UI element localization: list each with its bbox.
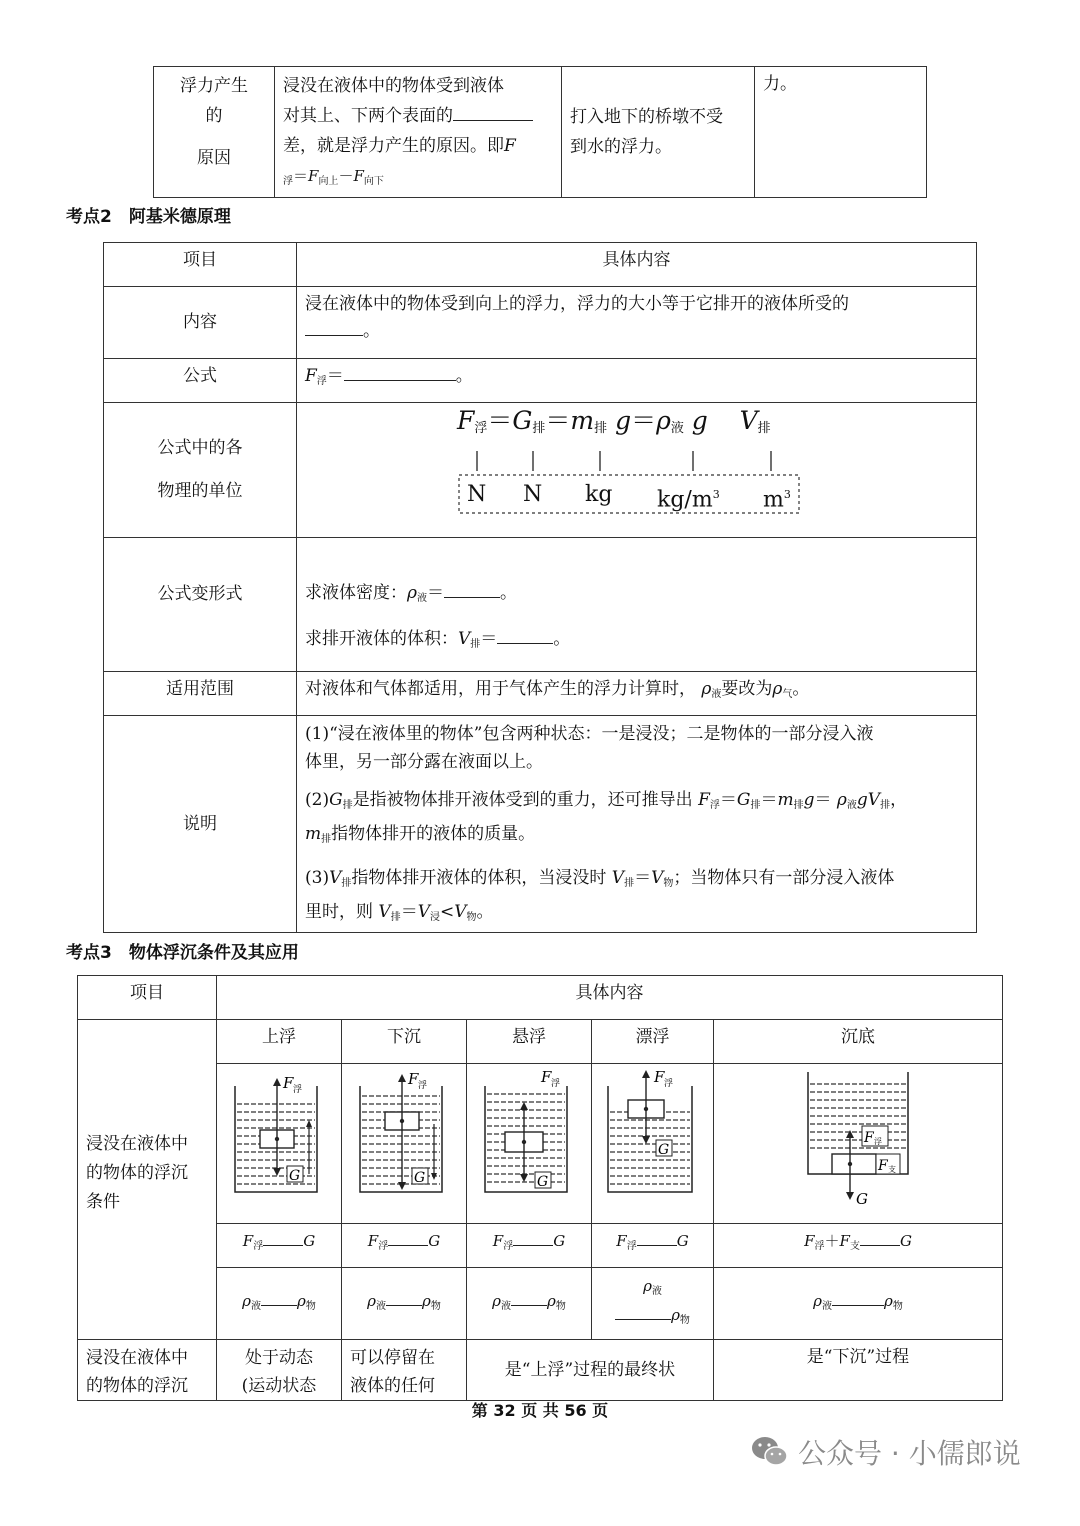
buoyancy-cause-table [153,66,927,198]
row-content-label: 内容 [104,287,297,359]
units-formula: $F_浮=G_排=m_排$ $g=\rho_液$ g $V_排$ [457,406,771,436]
cause-label: 浮力产生 的 原因 [154,67,275,198]
diagram-suspend [467,1064,592,1224]
row-content-text: 浸在液体中的物体受到向上的浮力，浮力的大小等于它排开的液体所受的 。 [297,287,977,359]
state-sink: 下沉 [342,1020,467,1064]
density-bottom: $\rho_液$ $\rho_物$ [714,1268,1003,1340]
col-item-header: 项目 [78,976,217,1020]
state-rise: 上浮 [217,1020,342,1064]
diagram-sink [342,1064,467,1224]
rise-diagram [225,1064,333,1214]
unit-n-1: N [467,482,487,507]
col-content-header: 具体内容 [297,243,977,287]
row-scope-label: 适用范围 [104,672,297,716]
unit-n-2: N [523,482,543,507]
wechat-icon [750,1434,790,1470]
diagram-rise [217,1064,342,1224]
col-item-header: 项目 [104,243,297,287]
svg-text:G: G [537,1174,549,1190]
watermark-text: 公众号 · 小儒郎说 [798,1437,1021,1470]
svg-text:F: F [408,1070,419,1088]
svg-text:F: F [864,1130,874,1146]
density-suspend: $\rho_液$ $\rho_物$ [467,1268,592,1340]
state-bottom-desc: 是“下沉”过程 [714,1340,1003,1401]
diagram-float [592,1064,714,1224]
units-bracket-diagram [457,447,807,517]
cause-note: 力。 [755,67,927,198]
density-rise: $\rho_液$ $\rho_物$ [217,1268,342,1340]
svg-text:F: F [541,1068,552,1086]
row-units-diagram [297,403,977,538]
svg-text:F: F [283,1074,294,1092]
sink-diagram [350,1064,458,1214]
state-bottom: 沉底 [714,1020,1003,1064]
state-suspend: 悬浮 [467,1020,592,1064]
density-float: $\rho_液$ $\rho_物$ [592,1268,714,1340]
row-deriv-text: 求液体密度：$\rho_液=$ 。 求排开液体的体积：$V_排=$ 。 [297,538,977,672]
section3-title: 考点3 物体浮沉条件及其应用 [66,943,299,963]
unit-kg: kg [585,482,613,507]
archimedes-table [103,242,977,933]
bottom-diagram [758,1064,958,1214]
svg-text:G: G [289,1168,301,1184]
page-number: 第 32 页 共 56 页 [471,1401,609,1420]
svg-text:F: F [654,1068,665,1086]
row-note-label: 说明 [104,716,297,933]
svg-text:G: G [658,1142,670,1158]
svg-text:F: F [878,1158,888,1174]
float-sink-table [77,975,1003,1401]
float-diagram [600,1064,705,1214]
state-float: 漂浮 [592,1020,714,1064]
cause-example: 打入地下的桥墩不受 到水的浮力。 [562,67,755,198]
section2-title: 考点2 阿基米德原理 [66,207,231,227]
watermark [750,1432,1021,1472]
row-note-text: (1)“浸在液体里的物体”包含两种状态：一是浸没；二是物体的一部分浸入液 体里，另一部分露在液面以上。 $(2)G_排$是指被物体排开液体受到的重力，还可推导出 $F_浮=G_排=m_排g= \rho_液gV_排$， $m_排$指物体排开的液体的质量。 $(3)V_排$指物体排开液体的体积，当浸没时 $V_排=V_物$；当物体只有一部分浸入液体 里时，则 $V_排=V_浸<V_物$。 [297,716,977,933]
svg-text:浮: 浮 [551,1079,561,1089]
svg-text:浮: 浮 [664,1079,674,1089]
state-float-desc: 是“上浮”过程的最终状 [467,1340,714,1401]
density-sink: $\rho_液$ $\rho_物$ [342,1268,467,1340]
state-rise-desc: 处于动态 (运动状态 [217,1340,342,1401]
diagram-bottom [714,1064,1003,1224]
unit-kg-per-m3: $kg/m^3$ [657,487,720,513]
svg-text:G: G [414,1170,426,1186]
svg-text:浮: 浮 [874,1137,882,1146]
row-scope-text: 对液体和气体都适用，用于气体产生的浮力计算时， $\rho_液$要改为$\rho_气$。 [297,672,977,716]
force-suspend: $F_浮$ G [467,1224,592,1268]
state-row-label: 浸没在液体中 的物体的浮沉 [78,1340,217,1401]
row-units-label: 公式中的各 物理的单位 [104,403,297,538]
force-float: $F_浮$ G [592,1224,714,1268]
force-sink: $F_浮$ G [342,1224,467,1268]
row-formula-text: $F_浮=$ 。 [297,359,977,403]
svg-text:浮: 浮 [293,1085,303,1095]
state-sink-desc: 可以停留在 液体的任何 [342,1340,467,1401]
condition-row-label: 浸没在液体中 的物体的浮沉 条件 [78,1020,217,1340]
svg-text:支: 支 [888,1165,896,1174]
row-deriv-label: 公式变形式 [104,538,297,672]
cause-text: 浸没在液体中的物体受到液体 对其上、下两个表面的 差，就是浮力产生的原因。即F $_浮=F_{向上}-F_{向下}$ [275,67,562,198]
svg-text:G: G [856,1190,868,1208]
force-bottom: $F_浮+F_支$ G [714,1224,1003,1268]
force-rise: $F_浮$ G [217,1224,342,1268]
unit-m3: $m^3$ [763,487,791,513]
col-content-header: 具体内容 [217,976,1003,1020]
units-dashed-box [459,475,799,513]
row-formula-label: 公式 [104,359,297,403]
suspend-diagram [475,1064,583,1214]
svg-text:浮: 浮 [418,1081,428,1091]
